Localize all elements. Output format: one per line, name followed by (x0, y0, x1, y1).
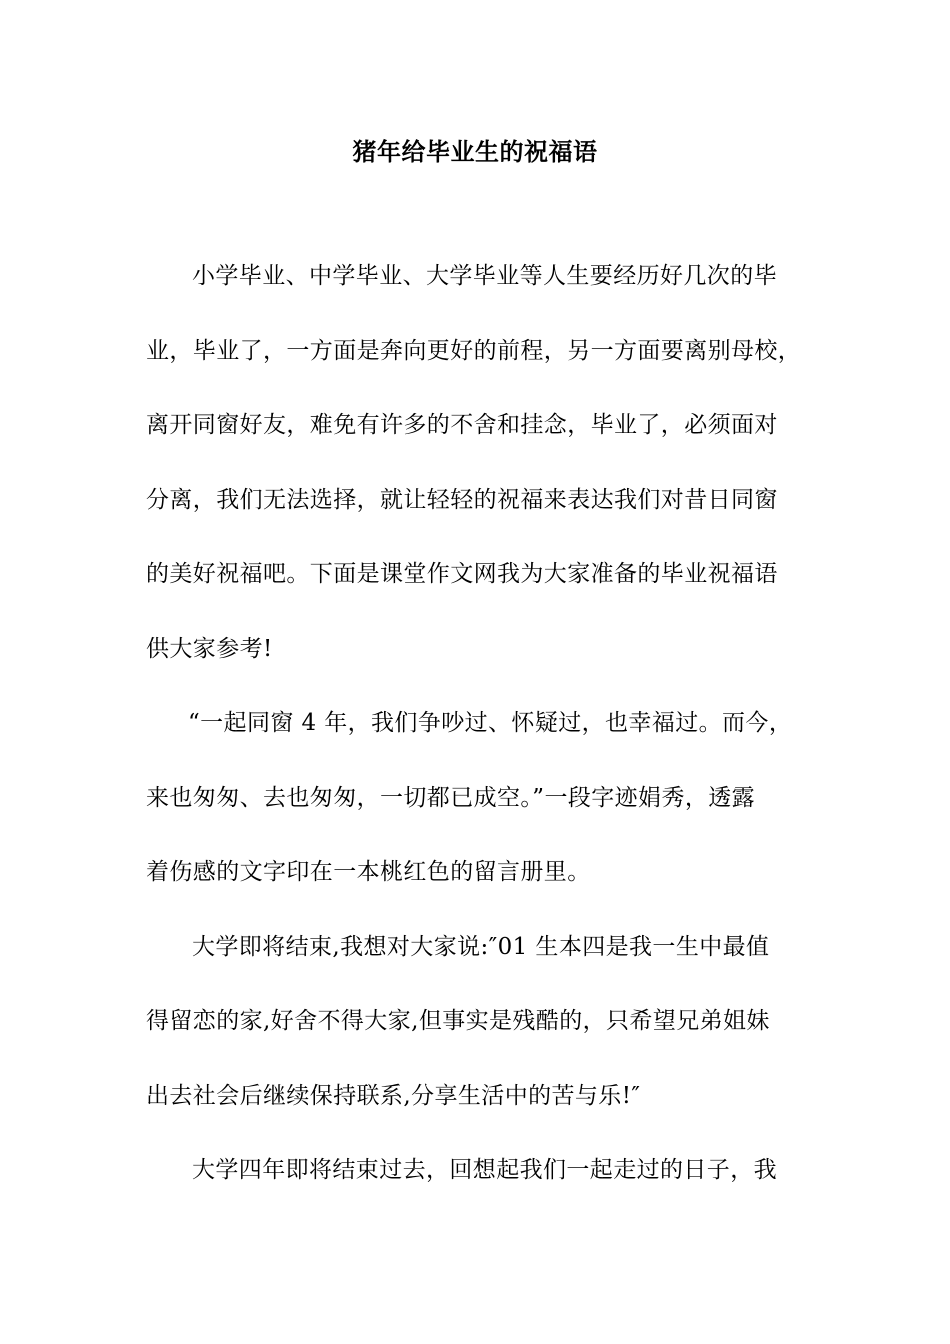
paragraph-4-line-1: 大学四年即将结束过去，回想起我们一起走过的日子，我 (192, 1157, 777, 1183)
paragraph-2-line-2: 来也匆匆、去也匆匆，一切都已成空。”一段字迹娟秀，透露 (146, 784, 756, 811)
paragraph-2-line-1: “一起同窗 4 年，我们争吵过、怀疑过，也幸福过。而今， (188, 710, 793, 736)
paragraph-1-line-5: 的美好祝福吧。下面是课堂作文网我为大家准备的毕业祝福语 (146, 561, 778, 587)
paragraph-1-line-3: 离开同窗好友，难免有许多的不舍和挂念，毕业了，必须面对 (146, 412, 778, 438)
paragraph-1-line-2: 业，毕业了，一方面是奔向更好的前程，另一方面要离别母校， (146, 337, 802, 364)
paragraph-3-line-3: 出去社会后继续保持联系,分享生活中的苦与乐!″ (146, 1082, 641, 1109)
paragraph-1-line-6: 供大家参考! (146, 635, 273, 662)
paragraph-1-line-4: 分离，我们无法选择，就让轻轻的祝福来表达我们对昔日同窗 (146, 486, 778, 513)
paragraph-2-line-3: 着伤感的文字印在一本桃红色的留言册里。 (146, 859, 591, 885)
document-title: 猪年给毕业生的祝福语 (352, 138, 598, 166)
document-body (146, 254, 826, 1223)
paragraph-1-line-1: 小学毕业、中学毕业、大学毕业等人生要经历好几次的毕 (192, 263, 777, 289)
paragraph-3-line-1: 大学即将结束,我想对大家说:″01 生本四是我一生中最值 (192, 933, 770, 960)
paragraph-3-line-2: 得留恋的家,好舍不得大家,但事实是残酷的，只希望兄弟姐妹 (146, 1008, 770, 1034)
